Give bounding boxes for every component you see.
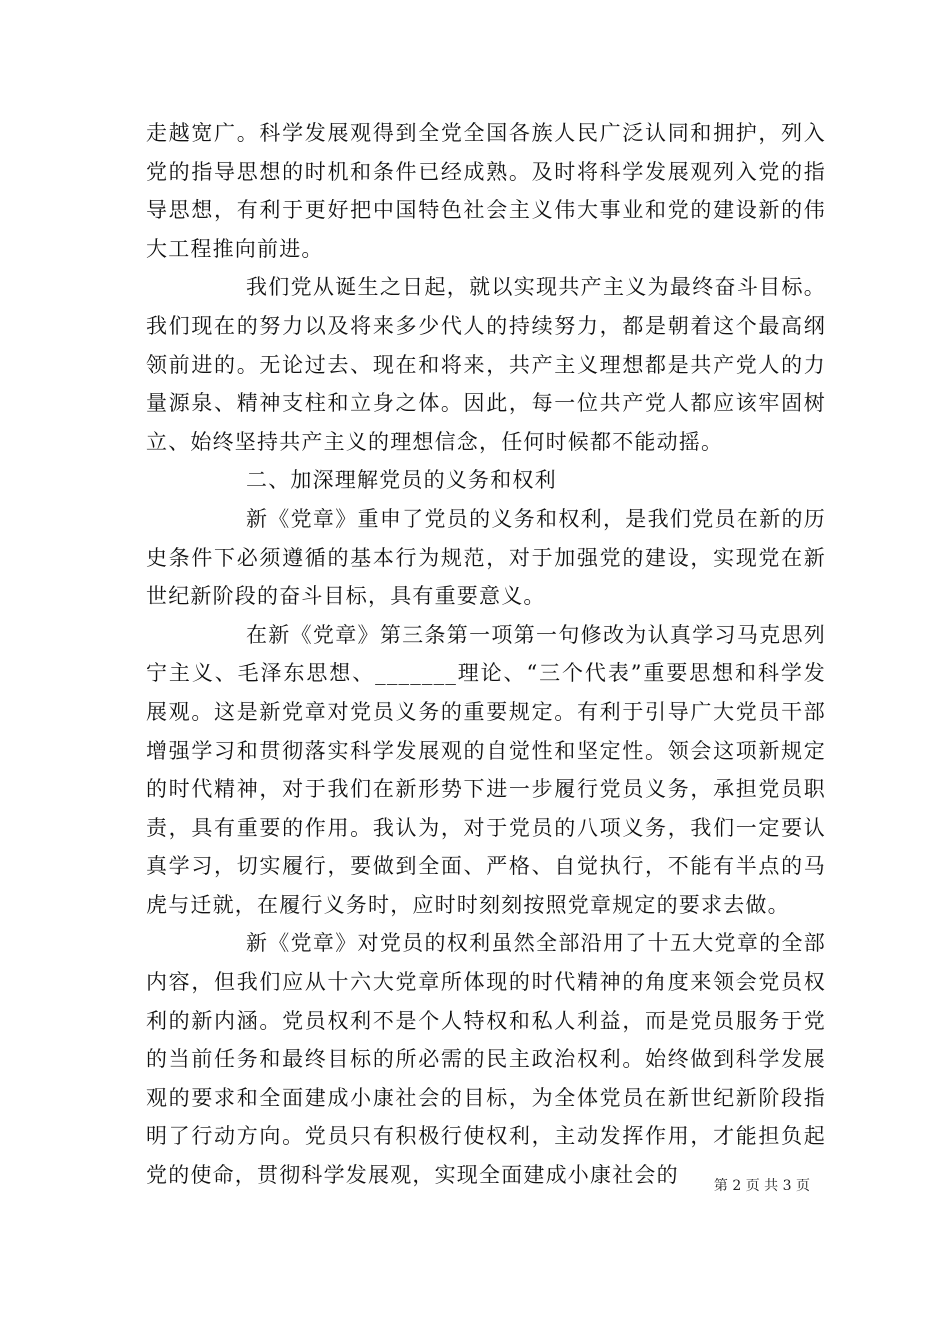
paragraph-continuation: 走越宽广。科学发展观得到全党全国各族人民广泛认同和拥护，列入党的指导思想的时机和条件已经成熟。及时将科学发展观列入党的指导思想，有利于更好把中国特色社会主义伟大事业和党的建设新的伟大工程推向前进。 <box>146 121 826 261</box>
paragraph-communist-ideal: 我们党从诞生之日起，就以实现共产主义为最终奋斗目标。我们现在的努力以及将来多少代人的持续努力，都是朝着这个最高纲领前进的。无论过去、现在和将来，共产主义理想都是共产党人的力量源泉、精神支柱和立身之体。因此，每一位共产党人都应该牢固树立、始终坚持共产主义的理想信念，任何时候都不能动摇。 <box>146 275 826 454</box>
paragraph-obligations-rights: 新《党章》重申了党员的义务和权利，是我们党员在新的历史条件下必须遵循的基本行为规范，对于加强党的建设，实现党在新世纪新阶段的奋斗目标，具有重要意义。 <box>146 506 826 609</box>
page-number: 第 2 页 共 3 页 <box>713 1178 810 1194</box>
document-body <box>146 114 826 1195</box>
paragraph-article-three: 在新《党章》第三条第一项第一句修改为认真学习马克思列宁主义、毛泽东思想、_______理论、“三个代表”重要思想和科学发展观。这是新党章对党员义务的重要规定。有利于引导广大党员干部增强学习和贯彻落实科学发展观的自觉性和坚定性。领会这项新规定的时代精神，对于我们在新形势下进一步履行党员义务，承担党员职责，具有重要的作用。我认为，对于党员的八项义务，我们一定要认真学习，切实履行，要做到全面、严格、自觉执行，不能有半点的马虎与迁就，在履行义务时，应时时刻刻按照党章规定的要求去做。 <box>146 622 826 917</box>
section-heading: 二、加深理解党员的义务和权利 <box>246 468 557 493</box>
paragraph-member-rights: 新《党章》对党员的权利虽然全部沿用了十五大党章的全部内容，但我们应从十六大党章所体现的时代精神的角度来领会党员权利的新内涵。党员权利不是个人特权和私人利益，而是党员服务于党的当前任务和最终目标的所必需的民主政治权利。始终做到科学发展观的要求和全面建成小康社会的目标，为全体党员在新世纪新阶段指明了行动方向。党员只有积极行使权利，主动发挥作用，才能担负起党的使命，贯彻科学发展观，实现全面建成小康社会的 <box>146 931 826 1188</box>
